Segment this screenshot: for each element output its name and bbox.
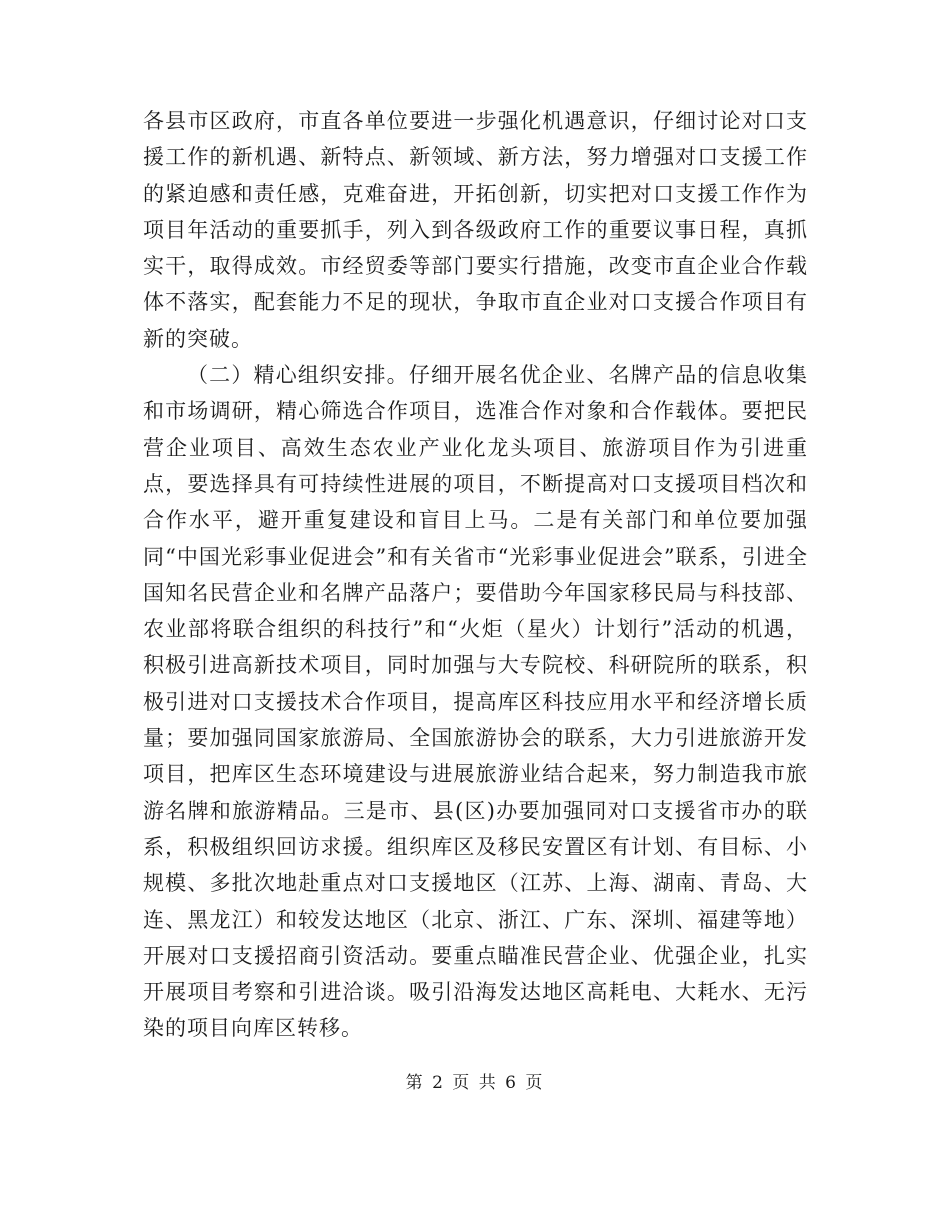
page-number-footer: 第 2 页 共 6 页 [405, 1073, 545, 1093]
document-body [143, 103, 808, 1047]
paragraph-section-two: （二）精心组织安排。仔细开展名优企业、名牌产品的信息收集和市场调研，精心筛选合作项目，选准合作对象和合作载体。要把民营企业项目、高效生态农业产业化龙头项目、旅游项目作为引进重点，要选择具有可持续性进展的项目，不断提高对口支援项目档次和合作水平，避开重复建设和盲目上马。二是有关部门和单位要加强同“中国光彩事业促进会”和有关省市“光彩事业促进会”联系，引进全国知名民营企业和名牌产品落户；要借助今年国家移民局与科技部、农业部将联合组织的科技行”和“火炬（星火）计划行”活动的机遇，积极引进高新技术项目，同时加强与大专院校、科研院所的联系，积极引进对口支援技术合作项目，提高库区科技应用水平和经济增长质量；要加强同国家旅游局、全国旅游协会的联系，大力引进旅游开发项目，把库区生态环境建设与进展旅游业结合起来，努力制造我市旅游名牌和旅游精品。三是市、县(区)办要加强同对口支援省市办的联系，积极组织回访求援。组织库区及移民安置区有计划、有目标、小规模、多批次地赴重点对口支援地区（江苏、上海、湖南、青岛、大连、黑龙江）和较发达地区（北京、浙江、广东、深圳、福建等地）开展对口支援招商引资活动。要重点瞄准民营企业、优强企业，扎实开展项目考察和引进洽谈。吸引沿海发达地区高耗电、大耗水、无污染的项目向库区转移。 [143, 363, 808, 1041]
paragraph-continuation: 各县市区政府，市直各单位要进一步强化机遇意识，仔细讨论对口支援工作的新机遇、新特点、新领域、新方法，努力增强对口支援工作的紧迫感和责任感，克难奋进，开拓创新，切实把对口支援工作作为项目年活动的重要抓手，列入到各级政府工作的重要议事日程，真抓实干，取得成效。市经贸委等部门要实行措施，改变市直企业合作载体不落实，配套能力不足的现状，争取市直企业对口支援合作项目有新的突破。 [143, 109, 808, 351]
